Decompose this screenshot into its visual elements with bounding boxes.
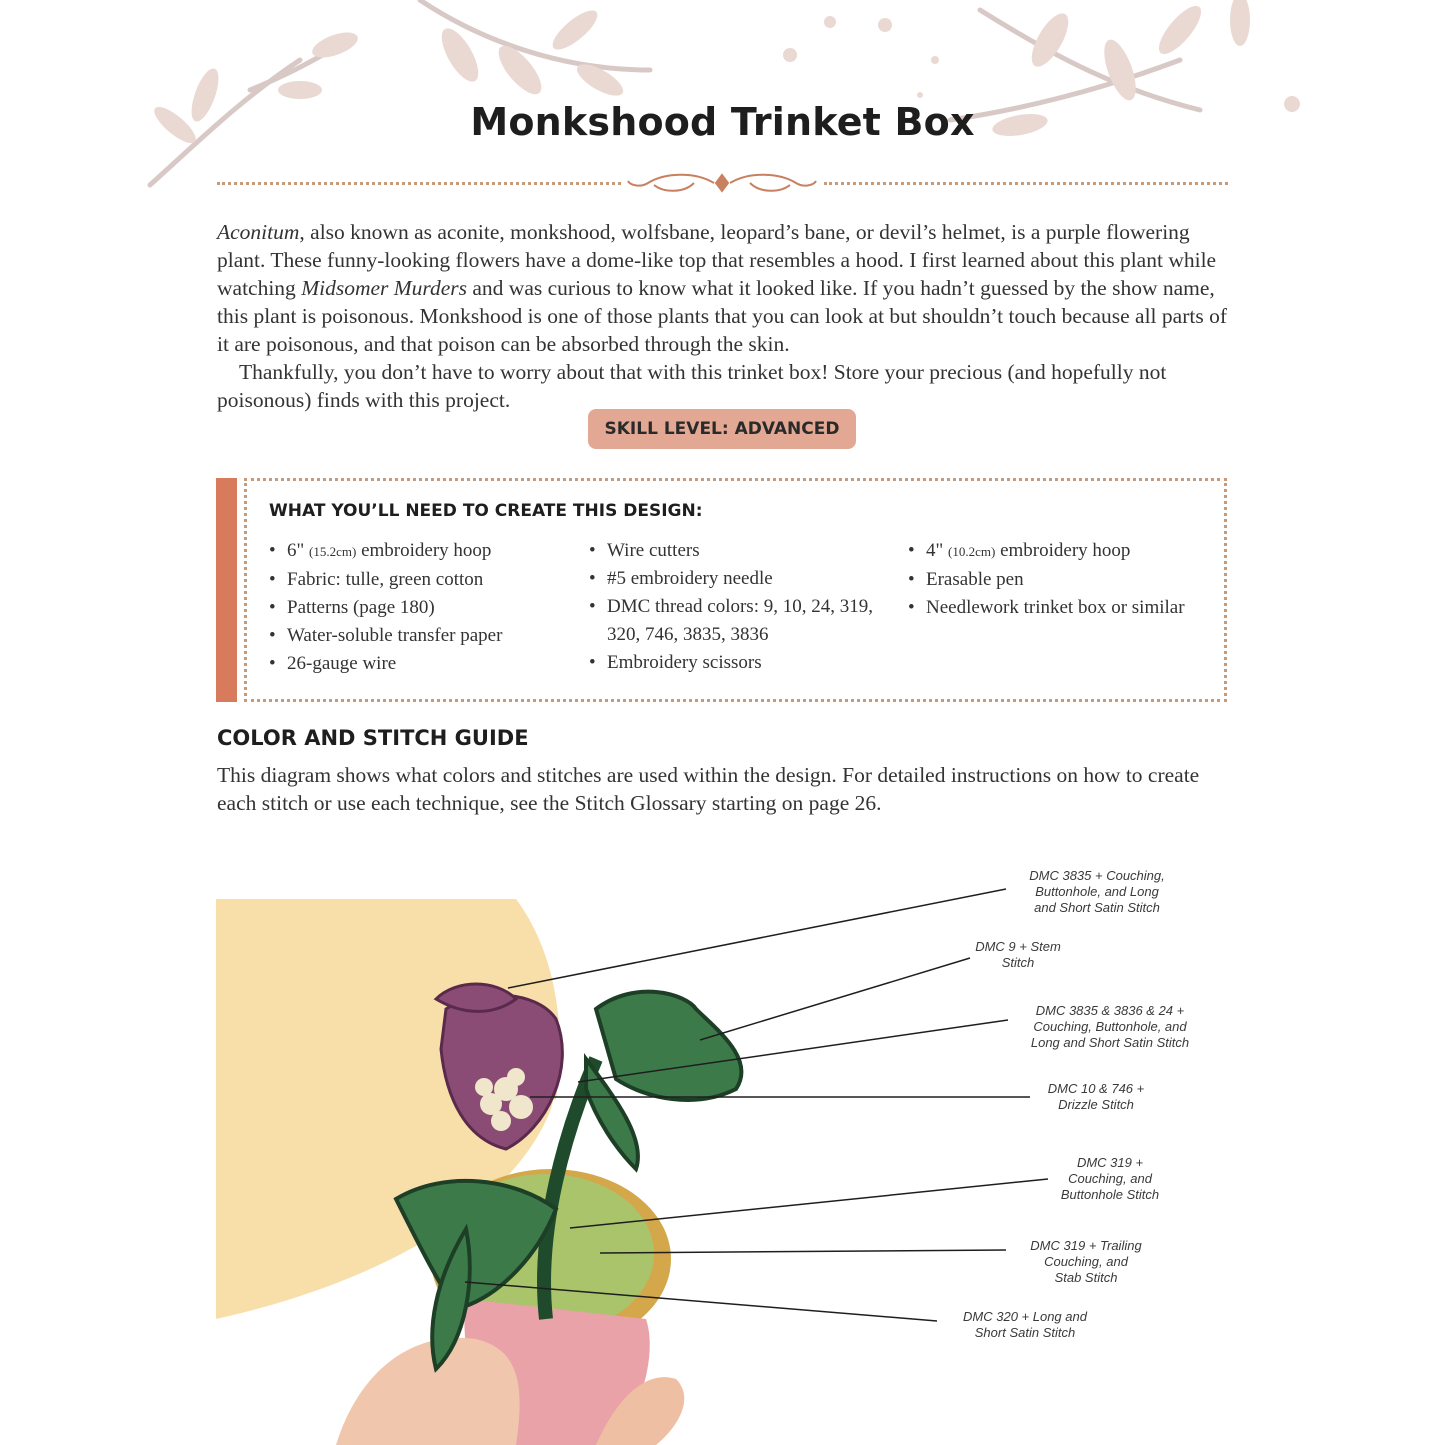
callout-label-5 [1048, 1155, 1172, 1203]
list-item: • Embroidery scissors [587, 649, 887, 677]
callout-line: and Short Satin Stitch [1034, 900, 1160, 915]
callout-line: Couching, Buttonhole, and [1033, 1019, 1187, 1034]
hoop-metric: (15.2cm) [309, 544, 357, 559]
list-item: • #5 embroidery needle [587, 565, 887, 593]
leader-line [465, 1282, 937, 1321]
callout-label-6 [1016, 1238, 1156, 1286]
callout-line: Couching, and [1044, 1254, 1128, 1269]
callout-label-7 [946, 1309, 1104, 1341]
callout-line: DMC 10 & 746 + [1047, 1081, 1145, 1096]
callout-line: DMC 9 + Stem [975, 939, 1061, 954]
callout-line: Long and Short Satin Stitch [1030, 1035, 1190, 1050]
callout-label-3 [1012, 1003, 1208, 1051]
callout-label-1 [1010, 868, 1184, 916]
hoop-label: embroidery hoop [1000, 540, 1131, 561]
callout-line: Stab Stitch [1054, 1270, 1118, 1285]
list-item: • Patterns (page 180) [267, 594, 567, 622]
leader-line [508, 889, 1006, 988]
intro-paragraph-2: Thankfully, you don’t have to worry about that with this trinket box! Store your precious (and hopefully not poisonous) finds with this project. [217, 360, 1167, 412]
leader-line [700, 958, 970, 1040]
show-name: Midsomer Murders [301, 276, 468, 300]
skill-level-badge: SKILL LEVEL: ADVANCED [588, 409, 856, 449]
callout-label-4 [1030, 1081, 1162, 1113]
callout-line: DMC 320 + Long and [963, 1309, 1087, 1324]
callout-line: Buttonhole Stitch [1060, 1187, 1160, 1202]
list-item: • Needlework trinket box or similar [906, 594, 1216, 622]
callout-line: DMC 3835 + Couching, [1029, 868, 1165, 883]
stitch-guide-heading: COLOR AND STITCH GUIDE [217, 726, 529, 750]
callout-line: Couching, and [1068, 1171, 1152, 1186]
list-item: • Fabric: tulle, green cotton [267, 566, 567, 594]
stitch-guide-text: This diagram shows what colors and stitches are used within the design. For detailed instructions on how to create each stitch or use each technique, see the Stitch Glossary starting on page 26. [217, 763, 1200, 815]
callout-line: Short Satin Stitch [974, 1325, 1076, 1340]
list-item: • DMC thread colors: 9, 10, 24, 319, 320, 746, 3835, 3836 [587, 593, 887, 649]
intro-text-part: , also known as aconite, monkshood, wolfsbane, leopard’s bane, or devil’s helmet, is a purple flowering plant. These funny-looking flowers have a dome-like top that resembles a hood. I first learned about this plant while watching [217, 220, 1217, 300]
genus-name: Aconitum [217, 220, 300, 244]
hoop-label: embroidery hoop [361, 540, 492, 561]
callout-line: DMC 319 + [1076, 1155, 1144, 1170]
page-title: Monkshood Trinket Box [470, 100, 975, 144]
leader-line [600, 1250, 1006, 1253]
list-item: • Wire cutters [587, 537, 887, 565]
list-item: • 26-gauge wire [267, 650, 567, 678]
callout-line: Drizzle Stitch [1058, 1097, 1134, 1112]
hoop-size: 4" [926, 540, 944, 561]
callout-line: DMC 3835 & 3836 & 24 + [1035, 1003, 1185, 1018]
hoop-size: 6" [287, 540, 305, 561]
callout-line: DMC 319 + Trailing [1030, 1238, 1142, 1253]
callout-line: Stitch [1001, 955, 1035, 970]
materials-heading: WHAT YOU’LL NEED TO CREATE THIS DESIGN: [269, 501, 703, 521]
leader-line [578, 1020, 1008, 1082]
list-item: • Water-soluble transfer paper [267, 622, 567, 650]
callout-label-2 [958, 939, 1078, 971]
list-item: • Erasable pen [906, 566, 1216, 594]
intro-text-part: and was curious to know what it looked like. If you hadn’t guessed by the show name, this plant is poisonous. Monkshood is one of those plants that you can look at but shouldn’t touch because all parts of it are poisonous, and that poison can be absorbed through the skin. [217, 276, 1227, 356]
callout-line: Buttonhole, and Long [1035, 884, 1159, 899]
hoop-metric: (10.2cm) [948, 544, 996, 559]
leader-line [570, 1179, 1048, 1228]
